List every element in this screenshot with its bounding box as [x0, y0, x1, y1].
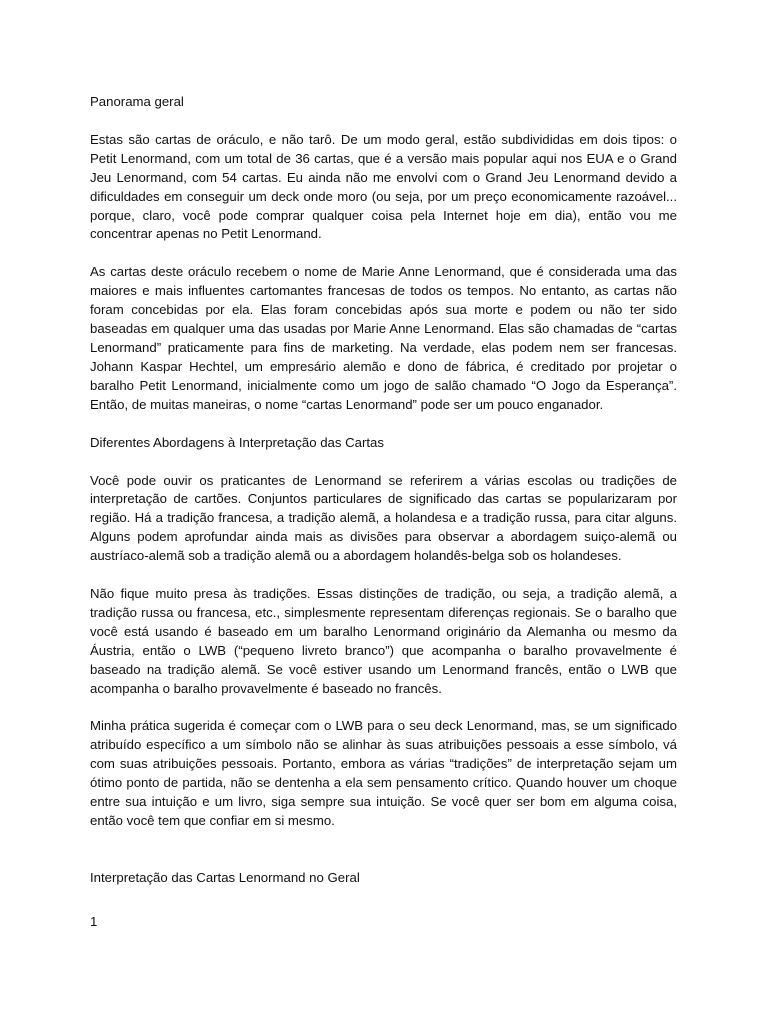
spacer: [90, 831, 677, 869]
paragraph-approaches-1: Você pode ouvir os praticantes de Lenormand se referirem a várias escolas ou tradições de interpretação de cartões. Conjuntos particulares de significado das cartas se popularizaram por região. Há a tradição francesa, a tradição alemã, a holandesa e a tradição russa, para citar alguns. Alguns podem aprofundar ainda mais as divisões para observar a abordagem suiço-alemã ou austríaco-alemã sob a tradição alemã ou a abordagem holandês-belga sob os holandeses.: [90, 472, 677, 564]
spacer: [90, 698, 677, 717]
section-heading-general-interpretation: Interpretação das Cartas Lenormand no Geral: [90, 869, 360, 885]
spacer: [90, 415, 677, 434]
paragraph-approaches-3: Minha prática sugerida é começar com o LWB para o seu deck Lenormand, mas, se um significado atribuído específico a um símbolo não se alinhar às suas atribuições pessoais a esse símbolo, vá com suas atribuições pessoais. Portanto, embora as várias “tradições” de interpretação sejam um ótimo ponto de partida, não se dentenha a ela sem pensamento crítico. Quando houver um choque entre sua intuição e um livro, siga sempre sua intuição. Se você quer ser bom em alguma coisa, então você tem que confiar em si mesmo.: [90, 718, 677, 828]
paragraph-overview-1: Estas são cartas de oráculo, e não tarô. De um modo geral, estão subdivididas em dois tipos: o Petit Lenormand, com um total de 36 cartas, que é a versão mais popular aqui nos EUA e o Grand Jeu Lenormand, com 54 cartas. Eu ainda não me envolvi com o Grand Jeu Lenormand devido a dificuldades em conseguir um deck onde moro (ou seja, por um preço economicamente razoável... porque, claro, você pode comprar qualquer coisa pela Internet hoje em dia), então vou me concentrar apenas no Petit Lenormand.: [90, 131, 677, 242]
document-page: [90, 93, 677, 888]
section-heading-overview: Panorama geral: [90, 94, 184, 109]
page-number: 1: [90, 914, 98, 929]
spacer: [90, 112, 677, 131]
spacer: [90, 566, 677, 585]
paragraph-overview-2: As cartas deste oráculo recebem o nome de Marie Anne Lenormand, que é considerada uma das maiores e mais influentes cartomantes francesas de todos os tempos. No entanto, as cartas não foram concebidas por ela. Elas foram concebidas após sua morte e podem ou não ter sido baseadas em qualquer uma das usadas por Marie Anne Lenormand. Elas são chamadas de “cartas Lenormand” praticamente para fins de marketing. Na verdade, elas podem nem ser francesas. Johann Kaspar Hechtel, um empresário alemão e dono de fábrica, é creditado por projetar o baralho Petit Lenormand, inicialmente como um jogo de salão chamado “O Jogo da Esperança”. Então, de muitas maneiras, o nome “cartas Lenormand” pode ser um pouco enganador.: [90, 264, 677, 412]
section-heading-approaches: Diferentes Abordagens à Interpretação das Cartas: [90, 434, 384, 450]
spacer: [90, 244, 677, 263]
paragraph-approaches-2: Não fique muito presa às tradições. Essas distinções de tradição, ou seja, a tradição alemã, a tradição russa ou francesa, etc., simplesmente representam diferenças regionais. Se o baralho que você está usando é baseado em um baralho Lenormand originário da Alemanha ou mesmo da Áustria, então o LWB (“pequeno livreto branco”) que acompanha o baralho provavelmente é baseado na tradição alemã. Se você estiver usando um Lenormand francês, então o LWB que acompanha o baralho provavelmente é baseado no francês.: [90, 586, 677, 696]
spacer: [90, 453, 677, 472]
